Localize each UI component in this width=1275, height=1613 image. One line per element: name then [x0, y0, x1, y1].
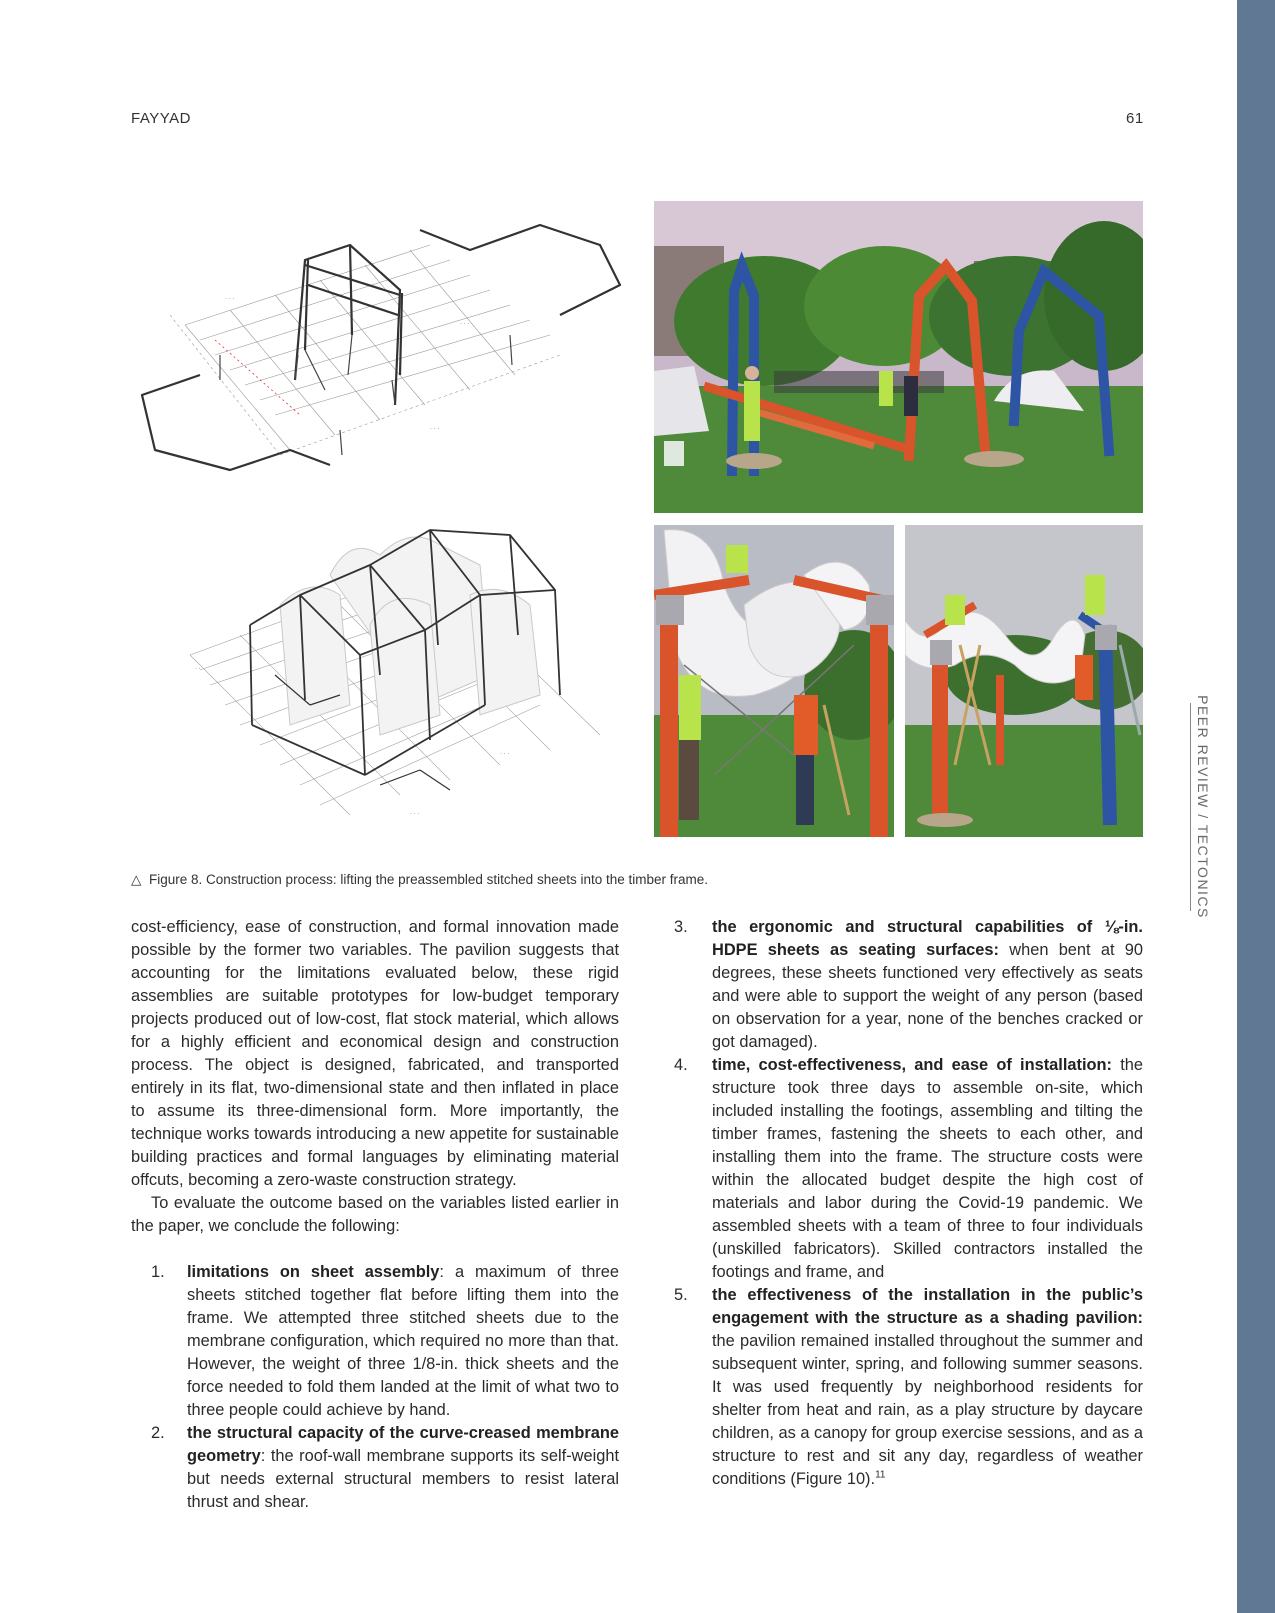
svg-text:· · ·: · · · — [430, 426, 440, 432]
list-item-number: 1. — [151, 1263, 165, 1281]
list-item-number: 4. — [674, 1056, 688, 1074]
list-item — [131, 1261, 619, 1422]
list-item — [674, 1054, 1143, 1284]
footnote-reference[interactable]: 11 — [875, 1469, 886, 1481]
list-item-heading: limitations on sheet assembly — [187, 1263, 440, 1281]
list-item-number: 3. — [674, 918, 688, 936]
svg-text:· · ·: · · · — [460, 321, 470, 327]
list-item-text: : a maximum of three sheets stitched together flat before lifting them into the frame. We attempted three stitched sheets due to the membrane configuration, which required no more than that. However, the weight of three 1/8-in. thick sheets and the force needed to fold them landed at the limit of what two to three people could achieve by hand. — [187, 1263, 619, 1419]
list-item — [674, 1284, 1143, 1491]
page-number: 61 — [1126, 110, 1144, 127]
photo-lifting-sheets-2 — [905, 525, 1143, 837]
list-item-text: : the roof-wall membrane supports its self-weight but needs external structural members to resist lateral thrust and shear. — [187, 1447, 619, 1511]
svg-text:· · ·: · · · — [410, 811, 420, 817]
right-text-column — [674, 916, 1143, 1491]
left-text-column — [131, 916, 619, 1514]
photo-frames-erected — [654, 201, 1143, 513]
side-label-text: PEER REVIEW / TECTONICS — [1195, 695, 1211, 919]
body-paragraph: To evaluate the outcome based on the variables listed earlier in the paper, we conclude the following: — [131, 1194, 619, 1235]
list-item-number: 2. — [151, 1424, 165, 1442]
frame-axonometric-drawing — [130, 205, 640, 490]
list-item-number: 5. — [674, 1286, 688, 1304]
svg-text:· ·: · · — [195, 666, 201, 672]
assembled-axonometric-drawing — [180, 525, 640, 835]
side-section-label — [1190, 695, 1216, 919]
caption-text: Figure 8. Construction process: lifting the preassembled stitched sheets into the timber frame. — [149, 872, 709, 887]
side-color-band — [1237, 0, 1275, 1613]
figure-caption — [131, 872, 708, 888]
body-paragraph: cost-efficiency, ease of construction, and formal innovation made possible by the former two variables. The pavilion suggests that accounting for the limitations evaluated below, these rigid assemblies are suitable prototypes for low-budget temporary projects produced out of low-cost, flat stock material, which allows for a highly efficient and economical design and construction process. The object is designed, fabricated, and transported entirely in its flat, two-dimensional state and then inflated in place to assume its three-dimensional form. More importantly, the technique works towards introducing a new appetite for sustainable building practices and formal languages by eliminating material offcuts, becoming a zero-waste construction strategy. — [131, 918, 619, 1189]
list-item-heading: the effectiveness of the installation in the public’s engagement with the structure as a shading pavilion: — [712, 1286, 1143, 1327]
running-head-author: FAYYAD — [131, 110, 191, 127]
caption-triangle-marker: △ — [131, 872, 142, 887]
list-item-heading: time, cost-effectiveness, and ease of installation: — [712, 1056, 1112, 1074]
list-item-text: the structure took three days to assemble on-site, which included installing the footings, assembling and tilting the timber frames, fastening the sheets to each other, and installing them into the frame. The structure costs were within the allocated budget despite the high cost of materials and labor during the Covid-19 pandemic. We assembled sheets with a team of three to four individuals (unskilled fabricators). Skilled contractors installed the footings and frame, and — [712, 1056, 1143, 1281]
list-item-text: when bent at 90 degrees, these sheets functioned very effectively as seats and were able to support the weight of any person (based on observation for a year, none of the benches cracked or got damaged). — [712, 941, 1144, 1051]
list-item-heading: the structural capacity of the curve-creased membrane geometry — [187, 1424, 619, 1465]
svg-text:· · ·: · · · — [225, 296, 235, 302]
svg-text:· · ·: · · · — [500, 751, 510, 757]
photo-lifting-sheets-1 — [654, 525, 894, 837]
list-item-heading: the ergonomic and structural capabilities of ⅛-in. HDPE sheets as seating surfaces: — [712, 918, 1143, 959]
list-item — [131, 1422, 619, 1514]
list-item-text: the pavilion remained installed throughout the summer and subsequent winter, spring, and following summer seasons. It was used frequently by neighborhood residents for shelter from heat and rain, as a play structure by daycare children, as a canopy for group exercise sessions, and as a structure to rest and sit any day, regardless of weather conditions (Figure 10). — [712, 1332, 1143, 1488]
list-item — [674, 916, 1143, 1054]
